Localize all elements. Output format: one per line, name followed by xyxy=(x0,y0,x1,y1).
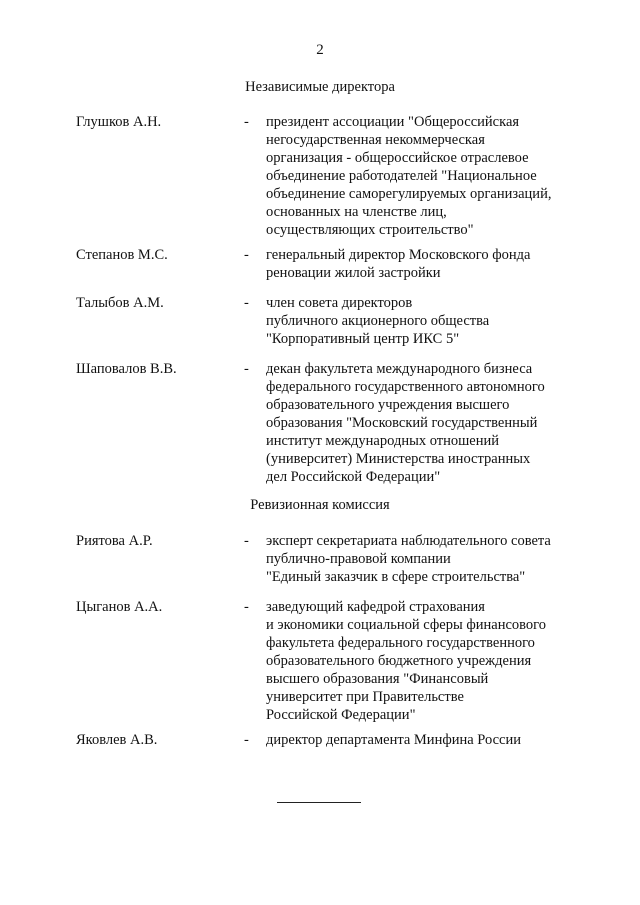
member-position xyxy=(266,246,586,282)
member-position xyxy=(266,113,586,239)
position-line: реновации жилой застройки xyxy=(266,265,441,281)
position-line: публичного акционерного общества xyxy=(266,313,490,329)
member-position xyxy=(266,598,586,724)
member-dash: - xyxy=(244,247,249,263)
position-line: декан факультета международного бизнеса xyxy=(266,361,533,377)
member-dash: - xyxy=(244,732,249,748)
position-line: институт международных отношений xyxy=(266,433,499,449)
member-name: Цыганов А.А. xyxy=(76,599,163,615)
section-heading-independent-directors: Независимые директора xyxy=(245,79,395,95)
position-line: федерального государственного автономного xyxy=(266,379,545,395)
member-name: Глушков А.Н. xyxy=(76,114,162,130)
position-line: организация - общероссийское отраслевое xyxy=(266,150,529,166)
position-line: генеральный директор Московского фонда xyxy=(266,247,531,263)
position-line: осуществляющих строительство" xyxy=(266,222,474,238)
position-line: объединение саморегулируемых организаций, xyxy=(266,186,552,202)
position-line: факультета федерального государственного xyxy=(266,635,535,651)
position-line: дел Российской Федерации" xyxy=(266,469,441,485)
position-line: "Единый заказчик в сфере строительства" xyxy=(266,569,526,585)
member-position xyxy=(266,360,586,486)
position-line: негосударственная некоммерческая xyxy=(266,132,485,148)
position-line: объединение работодателей "Национальное xyxy=(266,168,537,184)
member-name: Талыбов А.М. xyxy=(76,295,164,311)
member-name: Шаповалов В.В. xyxy=(76,361,177,377)
position-line: образовательного бюджетного учреждения xyxy=(266,653,532,669)
member-dash: - xyxy=(244,295,249,311)
position-line: и экономики социальной сферы финансового xyxy=(266,617,546,633)
member-name: Риятова А.Р. xyxy=(76,533,153,549)
position-line: "Корпоративный центр ИКС 5" xyxy=(266,331,460,347)
page-number: 2 xyxy=(316,42,324,58)
member-name: Степанов М.С. xyxy=(76,247,168,263)
member-name: Яковлев А.В. xyxy=(76,732,158,748)
member-dash: - xyxy=(244,533,249,549)
position-line: университет при Правительстве xyxy=(266,689,464,705)
position-line: основанных на членстве лиц, xyxy=(266,204,447,220)
position-line: Российской Федерации" xyxy=(266,707,416,723)
position-line: (университет) Министерства иностранных xyxy=(266,451,531,467)
position-line: высшего образования "Финансовый xyxy=(266,671,489,687)
position-line: президент ассоциации "Общероссийская xyxy=(266,114,520,130)
end-divider xyxy=(277,802,361,803)
member-dash: - xyxy=(244,361,249,377)
position-line: образования "Московский государственный xyxy=(266,415,538,431)
member-position xyxy=(266,294,586,348)
position-line: директор департамента Минфина России xyxy=(266,732,522,748)
position-line: образовательного учреждения высшего xyxy=(266,397,510,413)
position-line: публично-правовой компании xyxy=(266,551,451,567)
position-line: член совета директоров xyxy=(266,295,413,311)
member-dash: - xyxy=(244,114,249,130)
position-line: заведующий кафедрой страхования xyxy=(266,599,485,615)
position-line: эксперт секретариата наблюдательного совета xyxy=(266,533,551,549)
member-position xyxy=(266,731,586,749)
member-dash: - xyxy=(244,599,249,615)
member-position xyxy=(266,532,586,586)
section-heading-audit-commission: Ревизионная комиссия xyxy=(250,497,390,513)
